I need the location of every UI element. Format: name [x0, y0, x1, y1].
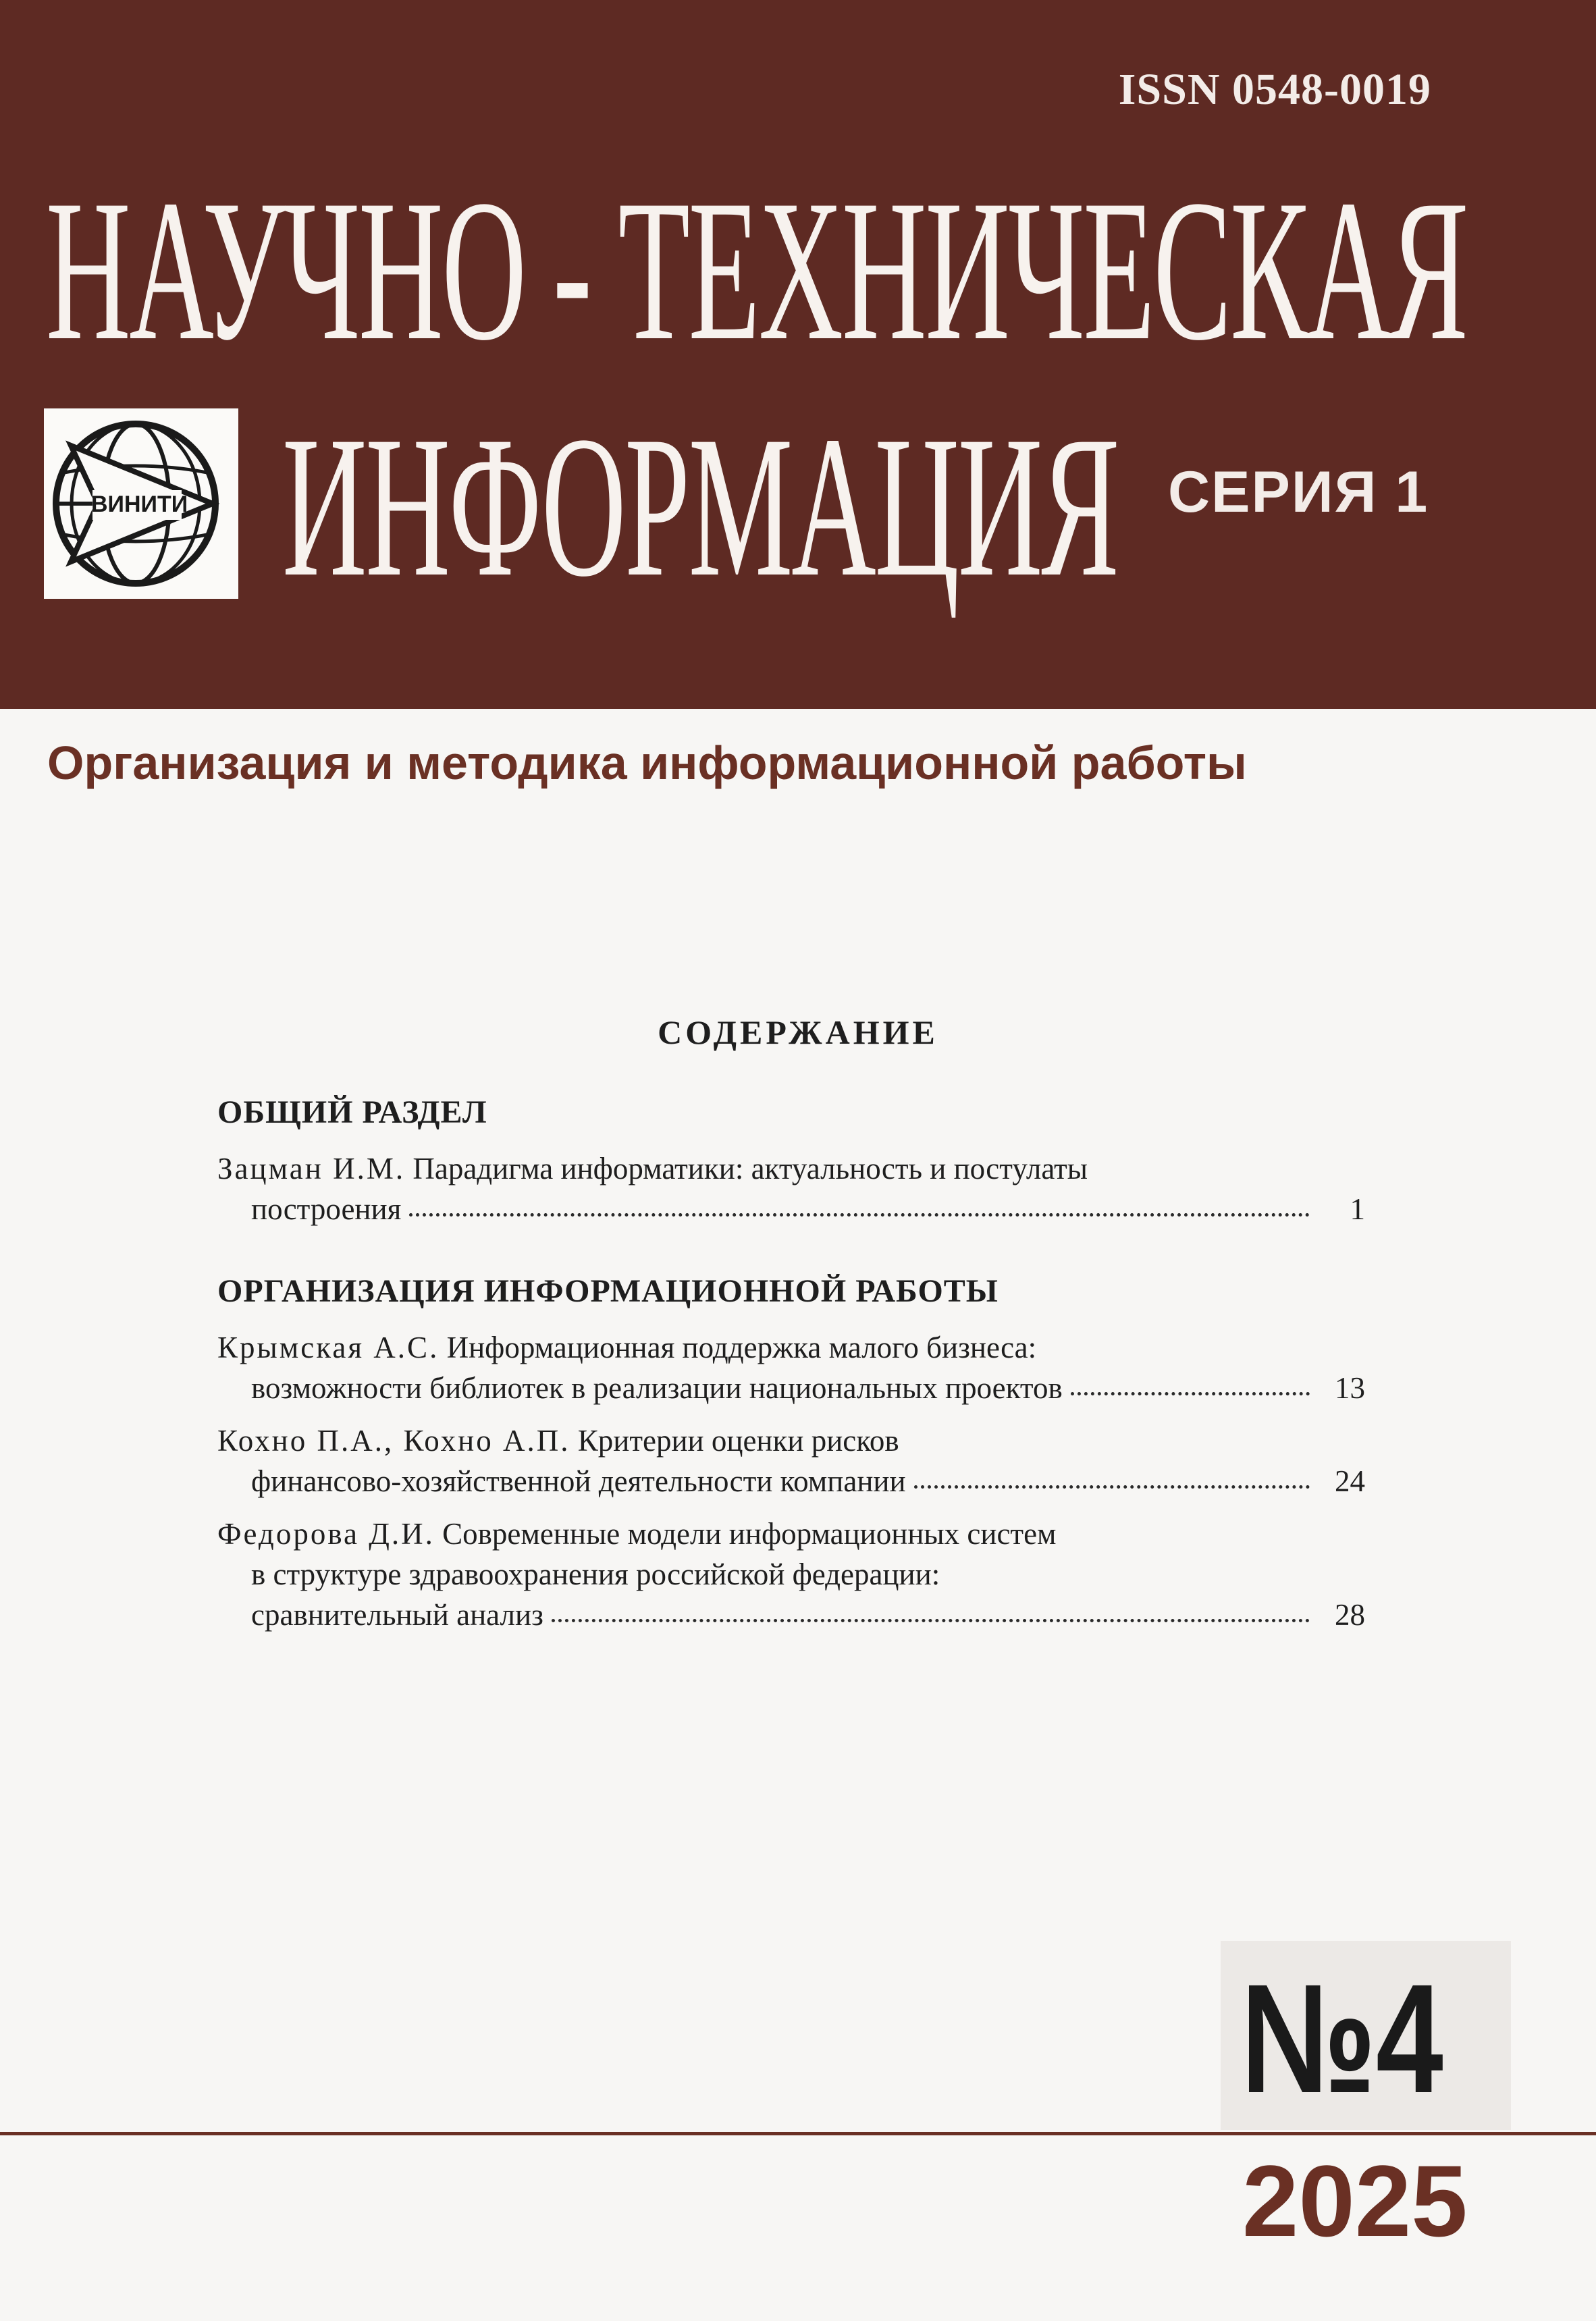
entry-title-text: Современные модели информационных систем	[442, 1517, 1057, 1551]
entry-author: Зацман И.М.	[217, 1152, 406, 1185]
entry-page-number: 13	[1335, 1371, 1365, 1405]
entry-title-text: Информационная поддержка малого бизнеса:	[446, 1331, 1037, 1364]
contents-heading: СОДЕРЖАНИЕ	[658, 1013, 938, 1051]
entry-title-text: финансово-хозяйственной деятельности компании	[251, 1464, 906, 1498]
entry-title-text: сравнительный анализ	[251, 1598, 543, 1632]
entry-title-text: построения	[251, 1192, 402, 1226]
entry-title-text: возможности библиотек в реализации национальных проектов	[251, 1371, 1063, 1405]
entry-page-number: 28	[1335, 1598, 1365, 1632]
dot-leader	[1071, 1387, 1310, 1395]
entry-author: Федорова Д.И.	[217, 1517, 435, 1551]
issue-number: №4	[1241, 1952, 1443, 2125]
toc-entry-first-line	[217, 1516, 1057, 1551]
issn: ISSN 0548-0019	[1118, 65, 1431, 114]
bottom-divider	[0, 2132, 1596, 2135]
dot-leader	[552, 1613, 1310, 1622]
toc-entry-first-line	[217, 1330, 1036, 1365]
series-label: СЕРИЯ 1	[1168, 460, 1429, 525]
toc-entry-last-line	[251, 1464, 1365, 1499]
toc-entry-first-line	[217, 1151, 1088, 1186]
entry-title-text: Парадигма информатики: актуальность и постулаты	[413, 1152, 1088, 1185]
journal-title-line-2: ИНФОРМАЦИЯ	[282, 394, 1118, 618]
logo-label: ВИНИТИ	[91, 491, 188, 517]
toc-entry-line: в структуре здравоохранения российской федерации:	[251, 1557, 940, 1591]
section-heading: ОРГАНИЗАЦИЯ ИНФОРМАЦИОННОЙ РАБОТЫ	[217, 1273, 999, 1309]
entry-author: Крымская А.С.	[217, 1331, 440, 1364]
entry-author: Кохно П.А., Кохно А.П.	[217, 1424, 570, 1458]
entry-title-text: Критерии оценки рисков	[577, 1424, 899, 1458]
dot-leader	[409, 1208, 1310, 1217]
issue-year: 2025	[1242, 2144, 1468, 2258]
journal-title-line-1: НАУЧНО - ТЕХНИЧЕСКАЯ	[46, 158, 1467, 382]
journal-subtitle: Организация и методика информационной работы	[47, 737, 1247, 789]
viniti-logo	[44, 408, 238, 599]
toc-entry-last-line	[251, 1370, 1365, 1406]
entry-page-number: 1	[1350, 1192, 1365, 1226]
section-heading: ОБЩИЙ РАЗДЕЛ	[217, 1094, 487, 1130]
toc-entry-last-line	[251, 1597, 1365, 1632]
dot-leader	[914, 1480, 1310, 1489]
entry-page-number: 24	[1335, 1464, 1365, 1498]
toc-entry-last-line	[251, 1192, 1365, 1227]
toc-entry-first-line	[217, 1423, 899, 1458]
